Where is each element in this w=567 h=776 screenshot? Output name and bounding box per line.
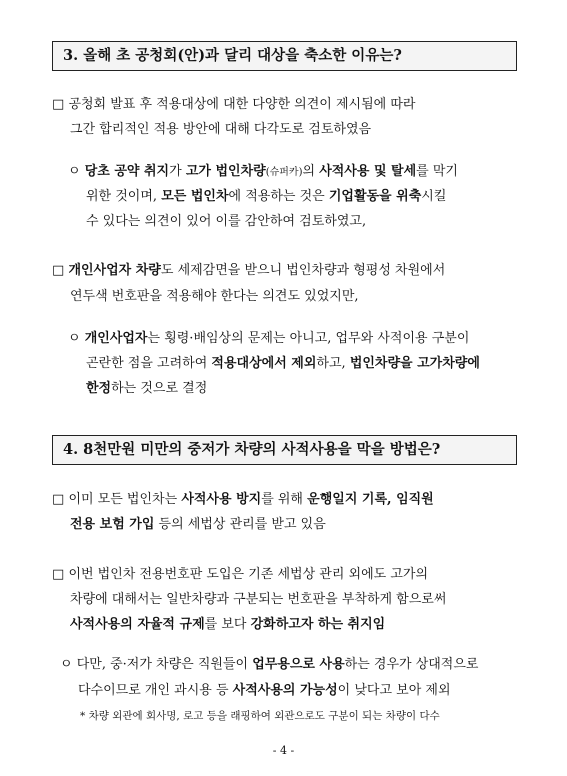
s4-p2-sub-line1: ㅇ 다만, 중·저가 차량은 직원들이 업무용으로 사용하는 경우가 상대적으로	[60, 657, 479, 672]
s4-p1-line2: 전용 보험 가입 등의 세법상 관리를 받고 있음	[70, 517, 326, 532]
s4-p2-line3: 사적사용의 자율적 규제를 보다 강화하고자 하는 취지임	[70, 617, 386, 632]
footnote: * 차량 외관에 회사명, 로고 등을 래핑하여 외관으로도 구분이 되는 차량이 다수	[80, 710, 440, 722]
section-3-heading: 3. 올해 초 공청회(안)과 달리 대상을 축소한 이유는?	[63, 47, 402, 64]
s3-p1-sub-line2: 위한 것이며, 모든 법인차에 적용하는 것은 기업활동을 위축시킬	[86, 189, 447, 204]
s3-p1-sub-line3: 수 있다는 의견이 있어 이를 감안하여 검토하였고,	[86, 214, 367, 229]
section-4-heading: 4. 8천만원 미만의 중저가 차량의 사적사용을 막을 방법은?	[63, 441, 441, 458]
s3-p2-line2: 연두색 번호판을 적용해야 한다는 의견도 있었지만,	[70, 289, 359, 304]
circle-bullet-icon: ㅇ	[68, 331, 81, 346]
circle-bullet-icon: ㅇ	[60, 657, 73, 672]
s3-p2-sub-line3: 한정하는 것으로 결정	[86, 381, 208, 396]
section-4-heading-box	[52, 435, 517, 465]
s3-p1-sub-line1: ㅇ 당초 공약 취지가 고가 법인차량(슈퍼카)의 사적사용 및 탈세를 막기	[68, 164, 458, 179]
s3-p2-sub-line2: 곤란한 점을 고려하여 적용대상에서 제외하고, 법인차량을 고가차량에	[86, 356, 480, 371]
section-3-heading-box	[52, 41, 517, 71]
circle-bullet-icon: ㅇ	[68, 164, 81, 179]
s3-p1-line1: □ 공청회 발표 후 적용대상에 대한 다양한 의견이 제시됨에 따라	[52, 97, 416, 112]
square-bullet-icon: □	[52, 97, 65, 112]
s4-p2-sub-line2: 다수이므로 개인 과시용 등 사적사용의 가능성이 낮다고 보아 제외	[78, 683, 451, 698]
s4-p1-line1: □ 이미 모든 법인차는 사적사용 방지를 위해 운행일지 기록, 임직원	[52, 492, 434, 507]
square-bullet-icon: □	[52, 567, 65, 582]
page-number: - 4 -	[272, 744, 295, 757]
s3-p2-sub-line1: ㅇ 개인사업자는 횡령·배임상의 문제는 아니고, 업무와 사적이용 구분이	[68, 331, 470, 346]
s3-p2-line1: □ 개인사업자 차량도 세제감면을 받으니 법인차량과 형평성 차원에서	[52, 263, 446, 278]
s4-p2-line2: 차량에 대해서는 일반차량과 구분되는 번호판을 부착하게 함으로써	[70, 592, 447, 607]
s3-p1-line2: 그간 합리적인 적용 방안에 대해 다각도로 검토하였음	[70, 122, 372, 137]
square-bullet-icon: □	[52, 263, 65, 278]
s4-p2-line1: □ 이번 법인차 전용번호판 도입은 기존 세법상 관리 외에도 고가의	[52, 567, 429, 582]
square-bullet-icon: □	[52, 492, 65, 507]
